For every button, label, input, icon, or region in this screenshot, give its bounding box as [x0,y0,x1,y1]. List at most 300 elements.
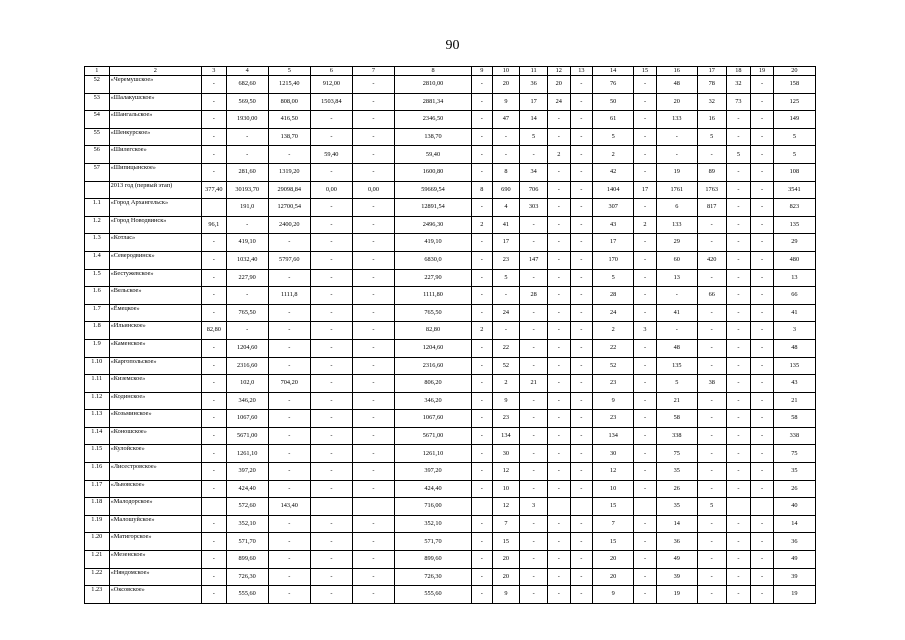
municipality-name-cell: «Котлас» [109,234,201,252]
value-cell: 147 [520,251,548,269]
table-row [85,568,816,586]
value-cell: - [697,410,726,428]
municipality-name-cell: «Ильинское» [109,322,201,340]
value-cell: 14 [656,515,697,533]
value-cell: - [520,216,548,234]
value-cell: - [751,304,774,322]
value-cell: 9 [492,392,520,410]
value-cell: - [751,515,774,533]
column-number-header: 4 [226,67,268,76]
value-cell: - [202,357,227,375]
table-row [85,111,816,129]
value-cell: 2810,00 [395,76,472,94]
value-cell: 32 [697,93,726,111]
table-row [85,163,816,181]
value-cell: - [751,586,774,604]
value-cell: 133 [656,111,697,129]
value-cell: 1261,10 [395,445,472,463]
value-cell: - [520,480,548,498]
municipality-name-cell: «Северодвинск» [109,251,201,269]
value-cell: 30193,70 [226,181,268,199]
value-cell: - [634,427,657,445]
value-cell: - [570,480,593,498]
value-cell: - [268,568,310,586]
value-cell: - [352,533,394,551]
value-cell: - [726,163,751,181]
column-number-header: 7 [352,67,394,76]
value-cell: - [751,146,774,164]
value-cell: - [726,287,751,305]
row-number-cell [85,181,110,199]
value-cell: 5671,00 [226,427,268,445]
value-cell: 30 [492,445,520,463]
value-cell: - [472,392,493,410]
value-cell: - [634,287,657,305]
column-number-header: 15 [634,67,657,76]
value-cell: 20 [656,93,697,111]
value-cell: 138,70 [395,128,472,146]
value-cell: 9 [593,586,634,604]
value-cell: - [634,533,657,551]
value-cell: - [520,427,548,445]
value-cell: 2 [593,146,634,164]
value-cell: - [202,146,227,164]
value-cell: - [570,287,593,305]
table-row [85,93,816,111]
value-cell: 61 [593,111,634,129]
table-row [85,339,816,357]
value-cell: 1111,8 [268,287,310,305]
value-cell: 82,80 [395,322,472,340]
value-cell: - [202,287,227,305]
value-cell: 7 [593,515,634,533]
value-cell: - [472,533,493,551]
row-number-cell: 1.20 [85,533,110,551]
value-cell: - [697,463,726,481]
value-cell: - [547,269,570,287]
value-cell: - [268,304,310,322]
value-cell: - [268,234,310,252]
value-cell: 50 [593,93,634,111]
value-cell: 397,20 [395,463,472,481]
value-cell: - [352,111,394,129]
value-cell: 17 [520,93,548,111]
value-cell: 352,10 [395,515,472,533]
value-cell: - [751,375,774,393]
row-number-cell: 56 [85,146,110,164]
table-row [85,76,816,94]
value-cell: 13 [773,269,815,287]
value-cell: - [310,216,352,234]
value-cell: - [352,251,394,269]
value-cell: - [310,586,352,604]
value-cell: - [751,392,774,410]
municipality-name-cell: «Черемушское» [109,76,201,94]
value-cell: 2316,60 [226,357,268,375]
value-cell: - [472,339,493,357]
value-cell: 1204,60 [395,339,472,357]
value-cell: 96,1 [202,216,227,234]
value-cell: 765,50 [395,304,472,322]
value-cell: - [472,515,493,533]
municipality-name-cell: «Няндомское» [109,568,201,586]
value-cell: 5 [697,498,726,516]
value-cell: - [547,480,570,498]
value-cell: 43 [593,216,634,234]
value-cell: 2 [472,216,493,234]
municipality-name-cell: «Шипицынское» [109,163,201,181]
value-cell: - [726,304,751,322]
value-cell: 36 [656,533,697,551]
value-cell: 2 [593,322,634,340]
value-cell: - [310,269,352,287]
value-cell: - [634,76,657,94]
value-cell: 52 [492,357,520,375]
value-cell: - [352,287,394,305]
value-cell: 808,00 [268,93,310,111]
value-cell: - [520,357,548,375]
value-cell: 15 [593,498,634,516]
value-cell: 3 [520,498,548,516]
value-cell: - [751,463,774,481]
value-cell: 1761 [656,181,697,199]
table-header-row [85,67,816,76]
value-cell: - [726,463,751,481]
value-cell: - [202,568,227,586]
value-cell: 135 [773,357,815,375]
value-cell: 21 [773,392,815,410]
value-cell: - [726,357,751,375]
value-cell: 5 [773,128,815,146]
value-cell: 706 [520,181,548,199]
value-cell: 2346,50 [395,111,472,129]
value-cell: - [202,515,227,533]
data-table-wrapper [84,66,816,604]
value-cell: - [268,146,310,164]
municipality-name-cell: «Бестужевское» [109,269,201,287]
value-cell: - [570,586,593,604]
municipality-name-cell: «Кодинское» [109,392,201,410]
value-cell: 73 [726,93,751,111]
table-row [85,234,816,252]
value-cell: 29098,84 [268,181,310,199]
value-cell: - [656,146,697,164]
value-cell: - [547,111,570,129]
value-cell: - [726,322,751,340]
value-cell: 47 [492,111,520,129]
value-cell: 48 [656,76,697,94]
value-cell: - [634,163,657,181]
value-cell: 38 [697,375,726,393]
row-number-cell: 1.7 [85,304,110,322]
value-cell: 8 [492,163,520,181]
value-cell: - [634,111,657,129]
value-cell: 416,50 [268,111,310,129]
table-row [85,287,816,305]
value-cell: - [352,322,394,340]
value-cell: - [352,304,394,322]
value-cell: - [751,111,774,129]
value-cell [310,498,352,516]
value-cell: - [226,146,268,164]
value-cell: - [634,251,657,269]
value-cell: - [570,357,593,375]
value-cell: - [570,392,593,410]
value-cell: 24 [593,304,634,322]
row-number-cell: 1.18 [85,498,110,516]
municipality-name-cell: «Мезенское» [109,551,201,569]
table-row [85,304,816,322]
municipality-name-cell: «Львовское» [109,480,201,498]
value-cell: - [352,586,394,604]
value-cell: - [310,445,352,463]
value-cell: - [570,111,593,129]
value-cell: - [472,586,493,604]
value-cell: 346,20 [226,392,268,410]
value-cell: 1319,20 [268,163,310,181]
value-cell: 1261,10 [226,445,268,463]
value-cell: - [570,339,593,357]
value-cell: - [226,128,268,146]
value-cell: - [520,322,548,340]
value-cell: 555,60 [395,586,472,604]
value-cell: 5 [656,375,697,393]
value-cell: 20 [593,551,634,569]
value-cell: - [697,357,726,375]
value-cell: 9 [593,392,634,410]
value-cell: - [472,357,493,375]
value-cell: - [547,375,570,393]
value-cell: - [268,463,310,481]
municipality-name-cell: «Город Новодвинск» [109,216,201,234]
value-cell: 5 [593,269,634,287]
value-cell: - [268,322,310,340]
value-cell: - [634,339,657,357]
value-cell: 555,60 [226,586,268,604]
value-cell: - [634,515,657,533]
value-cell: - [751,199,774,217]
value-cell: - [352,146,394,164]
value-cell: 20 [593,568,634,586]
value-cell: 28 [520,287,548,305]
value-cell: 817 [697,199,726,217]
table-row [85,427,816,445]
row-number-cell: 1.23 [85,586,110,604]
value-cell: - [751,269,774,287]
value-cell: - [202,463,227,481]
value-cell: 2 [472,322,493,340]
value-cell: 7 [492,515,520,533]
value-cell: - [726,111,751,129]
value-cell: - [520,146,548,164]
value-cell: - [547,181,570,199]
column-number-header: 17 [697,67,726,76]
value-cell: - [268,480,310,498]
value-cell: - [726,568,751,586]
value-cell: - [697,427,726,445]
value-cell: 1032,40 [226,251,268,269]
value-cell: 20 [492,568,520,586]
value-cell: - [310,234,352,252]
value-cell: 39 [773,568,815,586]
value-cell: - [751,427,774,445]
value-cell: - [547,410,570,428]
value-cell: 571,70 [395,533,472,551]
value-cell: 307 [593,199,634,217]
value-cell: - [751,128,774,146]
value-cell: 480 [773,251,815,269]
value-cell: 682,60 [226,76,268,94]
value-cell: 29 [773,234,815,252]
row-number-cell: 1.10 [85,357,110,375]
value-cell: - [547,234,570,252]
municipality-name-cell: «Матигорское» [109,533,201,551]
value-cell: 12 [492,498,520,516]
value-cell: 716,00 [395,498,472,516]
table-row [85,199,816,217]
value-cell: 227,90 [395,269,472,287]
value-cell: - [520,269,548,287]
value-cell: 1067,60 [395,410,472,428]
value-cell: 281,60 [226,163,268,181]
column-number-header: 3 [202,67,227,76]
value-cell: 17 [593,234,634,252]
value-cell: 35 [656,463,697,481]
value-cell: 352,10 [226,515,268,533]
value-cell: - [310,568,352,586]
value-cell: 43 [773,375,815,393]
value-cell: 135 [656,357,697,375]
value-cell: 12 [492,463,520,481]
value-cell: 912,00 [310,76,352,94]
value-cell: - [226,216,268,234]
value-cell: 20 [492,76,520,94]
value-cell: 49 [656,551,697,569]
value-cell: - [570,463,593,481]
column-number-header: 16 [656,67,697,76]
value-cell: 5 [726,146,751,164]
value-cell: 13 [656,269,697,287]
value-cell: 60 [656,251,697,269]
value-cell: 66 [773,287,815,305]
value-cell: 23 [593,375,634,393]
value-cell: 30 [593,445,634,463]
value-cell: - [570,410,593,428]
value-cell: - [352,199,394,217]
value-cell: - [268,392,310,410]
row-number-cell: 1.13 [85,410,110,428]
row-number-cell: 1.17 [85,480,110,498]
value-cell: 20 [547,76,570,94]
value-cell: - [202,163,227,181]
value-cell: - [547,304,570,322]
value-cell: - [352,375,394,393]
value-cell: - [634,392,657,410]
value-cell: 17 [634,181,657,199]
column-number-header: 14 [593,67,634,76]
value-cell: - [352,392,394,410]
value-cell: - [547,251,570,269]
value-cell: 303 [520,199,548,217]
value-cell: - [492,322,520,340]
value-cell: - [310,357,352,375]
value-cell: 34 [520,163,548,181]
value-cell: 52 [593,357,634,375]
value-cell: 26 [773,480,815,498]
value-cell: - [726,445,751,463]
value-cell: 14 [773,515,815,533]
value-cell: 41 [656,304,697,322]
value-cell: 5 [492,269,520,287]
value-cell: 19 [656,586,697,604]
value-cell: 125 [773,93,815,111]
value-cell: 58 [773,410,815,428]
value-cell: - [352,463,394,481]
value-cell: 16 [697,111,726,129]
value-cell: - [352,445,394,463]
value-cell: 48 [773,339,815,357]
value-cell: 2881,34 [395,93,472,111]
value-cell: - [697,480,726,498]
value-cell: - [697,392,726,410]
value-cell: - [268,339,310,357]
value-cell: 2 [492,375,520,393]
value-cell: - [520,392,548,410]
value-cell: - [268,410,310,428]
value-cell: - [520,586,548,604]
row-number-cell: 1.21 [85,551,110,569]
value-cell: - [520,515,548,533]
value-cell: - [472,163,493,181]
value-cell: 138,70 [268,128,310,146]
value-cell: - [268,357,310,375]
municipality-name-cell: 2013 год (первый этап) [109,181,201,199]
value-cell: - [472,445,493,463]
municipality-name-cell: «Вельское» [109,287,201,305]
value-cell: 23 [492,251,520,269]
value-cell: - [751,568,774,586]
value-cell: - [310,163,352,181]
value-cell: 424,40 [226,480,268,498]
value-cell: 22 [593,339,634,357]
value-cell: 19 [656,163,697,181]
column-number-header: 12 [547,67,570,76]
value-cell: 726,30 [395,568,472,586]
value-cell: - [547,287,570,305]
value-cell: - [570,568,593,586]
value-cell: - [570,234,593,252]
value-cell: 23 [593,410,634,428]
value-cell: - [570,146,593,164]
municipality-name-cell: «Киземское» [109,375,201,393]
value-cell: - [547,427,570,445]
value-cell: - [634,128,657,146]
value-cell: - [697,445,726,463]
value-cell: 10 [492,480,520,498]
value-cell: 29 [656,234,697,252]
row-number-cell: 1.12 [85,392,110,410]
table-row [85,586,816,604]
value-cell: - [547,568,570,586]
value-cell: - [472,410,493,428]
value-cell: - [310,515,352,533]
value-cell: - [202,445,227,463]
value-cell: - [310,322,352,340]
value-cell: - [310,251,352,269]
value-cell: - [547,199,570,217]
municipality-name-cell: «Каменское» [109,339,201,357]
table-row [85,375,816,393]
